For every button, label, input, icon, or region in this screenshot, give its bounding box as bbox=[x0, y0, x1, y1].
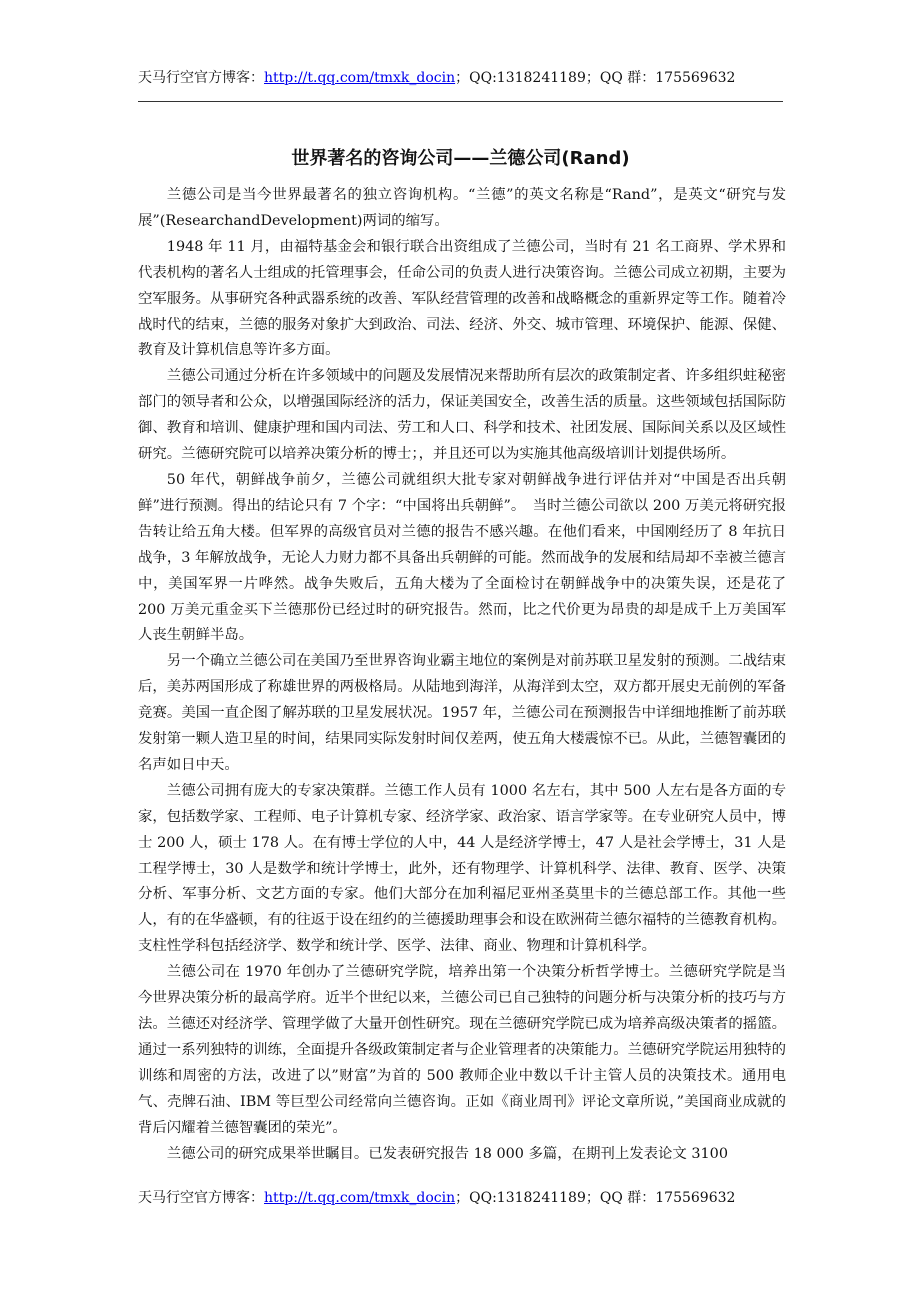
paragraph: 兰德公司通过分析在许多领域中的问题及发展情况来帮助所有层次的政策制定者、许多组织蛀秘密部门的领导者和公众，以增强国际经济的活力，保证美国安全，改善生活的质量。这些领域包括国际防御、教育和培训、健康护理和国内司法、劳工和人口、科学和技术、社团发展、国际间关系以及区域性研究。兰德研究院可以培养决策分析的博士；，并且还可以为实施其他高级培训计划提供场所。 bbox=[138, 368, 786, 463]
footer-blog-label: 天马行空官方博客： bbox=[138, 1190, 264, 1206]
paragraph: 兰德公司在 1970 年创办了兰德研究学院，培养出第一个决策分析哲学博士。兰德研究学院是当今世界决策分析的最高学府。近半个世纪以来，兰德公司已自己独特的问题分析与决策分析的技巧与方法。兰德还对经济学、管理学做了大量开创性研究。现在兰德研究学院已成为培养高级决策者的摇篮。通过一系列独特的训练，全面提升各级政策制定者与企业管理者的决策能力。兰德研究学院运用独特的训练和周密的方法，改进了以”财富”为首的 500 教师企业中数以千计主管人员的决策技术。通用电气、壳牌石油、IBM 等巨型公司经常向兰德咨询。正如《商业周刊》评论文章所说，”美国商业成就的背后闪耀着兰德智囊团的荣光”。 bbox=[138, 964, 786, 1136]
document-title: 世界著名的咨询公司——兰德公司(Rand) bbox=[291, 148, 630, 169]
paragraph: 兰德公司是当今世界最著名的独立咨询机构。“兰德”的英文名称是“Rand”，是英文“研究与发展”(ResearchandDevelopment)两词的缩写。 bbox=[138, 187, 786, 229]
paragraph: 50 年代，朝鲜战争前夕，兰德公司就组织大批专家对朝鲜战争进行评估并对“中国是否出兵朝鲜”进行预测。得出的结论只有 7 个字：“中国将出兵朝鲜”。 当时兰德公司欲以 200 万美元将研究报告转让给五角大楼。但军界的高级官员对兰德的报告不感兴趣。在他们看来，中国刚经历了 8 年抗日战争，3 年解放战争，无论人力财力都不具备出兵朝鲜的可能。然而战争的发展和结局却不幸被兰德言中，美国军界一片哗然。战争失败后，五角大楼为了全面检讨在朝鲜战争中的决策失误，还是花了 200 万美元重金买下兰德那份已经过时的研究报告。然而，比之代价更为昂贵的却是成千上万美国军人丧生朝鲜半岛。 bbox=[138, 471, 786, 644]
document-body bbox=[138, 183, 786, 1167]
footer-contact-info: ；QQ:1318241189；QQ 群：175569632 bbox=[455, 1190, 736, 1206]
header-divider bbox=[138, 101, 783, 102]
paragraph: 另一个确立兰德公司在美国乃至世界咨询业霸主地位的案例是对前苏联卫星发射的预测。二战结束后，美苏两国形成了称雄世界的两极格局。从陆地到海洋，从海洋到太空，双方都开展史无前例的军备竞赛。美国一直企图了解苏联的卫星发展状况。1957 年，兰德公司在预测报告中详细地推断了前苏联发射第一颗人造卫星的时间，结果同实际发射时间仅差两，使五角大楼震惊不已。从此，兰德智囊团的名声如日中天。 bbox=[138, 653, 786, 773]
page-header bbox=[138, 68, 783, 88]
header-blog-link[interactable]: http://t.qq.com/tmxk_docin bbox=[264, 70, 456, 86]
paragraph: 兰德公司的研究成果举世瞩目。已发表研究报告 18 000 多篇，在期刊上发表论文 3100 bbox=[166, 1145, 728, 1162]
header-blog-label: 天马行空官方博客： bbox=[138, 70, 264, 86]
paragraph: 兰德公司拥有庞大的专家决策群。兰德工作人员有 1000 名左右，其中 500 人左右是各方面的专家，包括数学家、工程师、电子计算机专家、经济学家、政治家、语言学家等。在专业研究人员中，博士 200 人，硕士 178 人。在有博士学位的人中，44 人是经济学博士，47 人是社会学博士，31 人是工程学博士，30 人是数学和统计学博士，此外，还有物理学、计算机科学、法律、教育、医学、决策分析、军事分析、文艺方面的专家。他们大部分在加利福尼亚州圣莫里卡的兰德总部工作。其他一些人，有的在华盛顿，有的往返于设在纽约的兰德援助理事会和设在欧洲荷兰德尔福特的兰德教育机构。支柱性学科包括经济学、数学和统计学、医学、法律、商业、物理和计算机科学。 bbox=[138, 782, 786, 955]
header-contact-info: ；QQ:1318241189；QQ 群：175569632 bbox=[455, 70, 736, 86]
footer-blog-link[interactable]: http://t.qq.com/tmxk_docin bbox=[264, 1190, 456, 1206]
page-footer bbox=[138, 1188, 783, 1208]
paragraph: 1948 年 11 月，由福特基金会和银行联合出资组成了兰德公司，当时有 21 名工商界、学术界和代表机构的著名人士组成的托管理事会，任命公司的负责人进行决策咨询。兰德公司成立初期，主要为空军服务。从事研究各种武器系统的改善、军队经营管理的改善和战略概念的重新界定等工作。随着冷战时代的结束，兰德的服务对象扩大到政治、司法、经济、外交、城市管理、环境保护、能源、保健、教育及计算机信息等许多方面。 bbox=[138, 238, 786, 359]
